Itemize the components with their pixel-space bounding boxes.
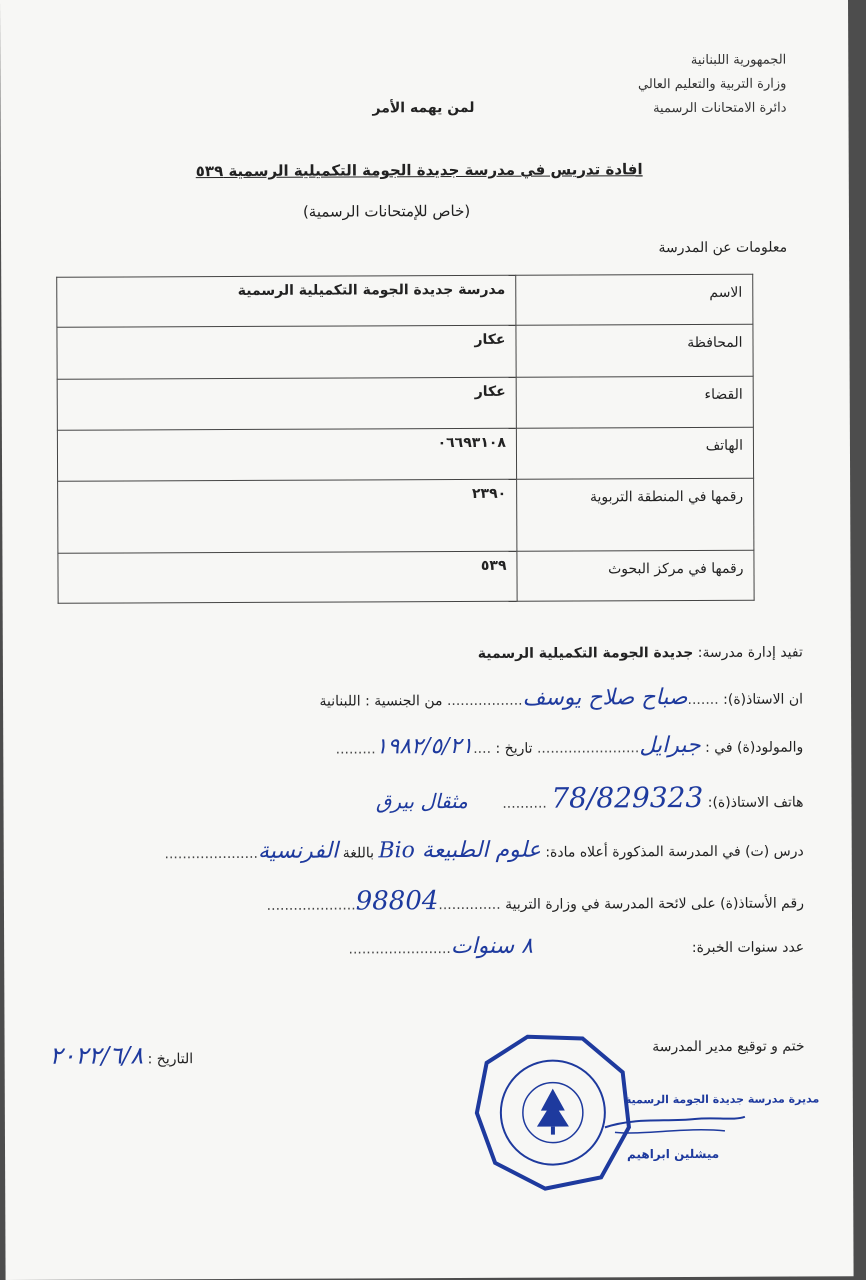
dotted-line: ..............	[438, 896, 501, 914]
school-info-table	[56, 274, 754, 604]
number-label: رقم الأستاذ(ة) على لائحة المدرسة في وزارة التربية	[505, 895, 804, 913]
footer-date-label: التاريخ :	[147, 1051, 194, 1068]
taught-label: درس (ت) في المدرسة المذكورة أعلاه مادة:	[545, 843, 804, 861]
years-line	[348, 933, 804, 960]
table-row	[58, 550, 754, 603]
number-line	[267, 885, 804, 917]
stamp-label: ختم و توقيع مدير المدرسة	[652, 1038, 805, 1056]
dotted-line: .....................	[164, 845, 258, 863]
row-value: عكار	[57, 325, 516, 379]
admin-line	[478, 645, 803, 662]
admin-value: جديدة الجومة التكميلية الرسمية	[477, 644, 694, 662]
row-label: رقمها في مركز البحوث	[517, 550, 754, 601]
teacher-line	[319, 685, 803, 712]
dotted-line: ..........	[502, 795, 547, 812]
director-title: مديرة مدرسة جديدة الجومة الرسمية	[624, 1092, 820, 1107]
row-value: ٢٣٩٠	[58, 479, 517, 553]
phone-line	[376, 781, 804, 816]
footer-date-value: ٢٠٢٢/٦/٨	[49, 1041, 144, 1070]
dotted-line: .......................	[348, 941, 451, 958]
born-label: والمولود(ة) في :	[705, 739, 804, 756]
teacher-label: ان الاستاذ(ة):	[723, 691, 804, 708]
dotted-line: ....	[473, 740, 492, 757]
table-row	[57, 376, 753, 430]
phone-label: هاتف الاستاذ(ة):	[707, 794, 804, 811]
director-name: ميشلين ابراهيم	[627, 1146, 720, 1162]
phone-number: 78/829323	[551, 780, 704, 815]
years-value: ٨ سنوات	[450, 933, 533, 960]
date-label: تاريخ :	[495, 740, 533, 757]
row-label: المحافظة	[516, 324, 753, 377]
table-row	[57, 427, 753, 481]
dotted-line: .......................	[536, 740, 640, 757]
phone-note: مثقال بيرق	[375, 788, 468, 814]
table-row	[58, 478, 754, 553]
header-line-1: الجمهورية اللبنانية	[690, 52, 787, 68]
admin-label: تفيد إدارة مدرسة:	[697, 644, 803, 661]
dotted-line: .......	[687, 691, 719, 709]
row-label: الهاتف	[516, 427, 753, 479]
row-value: ٠٦٦٩٣١٠٨	[57, 428, 516, 481]
birth-date: ١٩٨٢/٥/٢١	[375, 733, 474, 760]
born-place: جبرايل	[639, 732, 701, 759]
teacher-name: صباح صلاح يوسف	[522, 685, 688, 711]
row-value: مدرسة جديدة الجومة التكميلية الرسمية	[57, 275, 516, 327]
teacher-number: 98804	[355, 886, 439, 917]
footer-date-line	[50, 1041, 194, 1070]
subject-line	[164, 837, 803, 865]
row-value: عكار	[57, 377, 516, 430]
subject-value: علوم الطبيعة Bio	[378, 837, 541, 864]
row-value: ٥٣٩	[58, 551, 517, 603]
language-label: باللغة	[342, 845, 375, 862]
language-value: الفرنسية	[257, 838, 339, 864]
row-label: الاسم	[516, 274, 753, 325]
section-heading: معلومات عن المدرسة	[658, 239, 788, 257]
nationality-label: من الجنسية : اللبنانية	[319, 693, 443, 710]
dotted-line: ....................	[266, 897, 356, 914]
table-row	[57, 274, 753, 327]
years-label: عدد سنوات الخبرة:	[691, 939, 805, 956]
row-label: رقمها في المنطقة التربوية	[517, 478, 754, 551]
header-line-3: دائرة الامتحانات الرسمية	[653, 100, 787, 117]
table-row	[57, 324, 753, 379]
header-line-2: وزارة التربية والتعليم العالي	[637, 76, 787, 93]
document-subtitle: (خاص للإمتحانات الرسمية)	[302, 201, 471, 221]
dotted-line: .........	[335, 741, 376, 758]
row-label: القضاء	[516, 376, 753, 428]
to-whom-heading: لمن يهمه الأمر	[372, 99, 475, 117]
dotted-line: .................	[446, 692, 523, 710]
document-title: افادة تدريس في مدرسة جديدة الجومة التكميلية الرسمية ٥٣٩	[195, 160, 643, 181]
birth-line	[336, 733, 804, 760]
